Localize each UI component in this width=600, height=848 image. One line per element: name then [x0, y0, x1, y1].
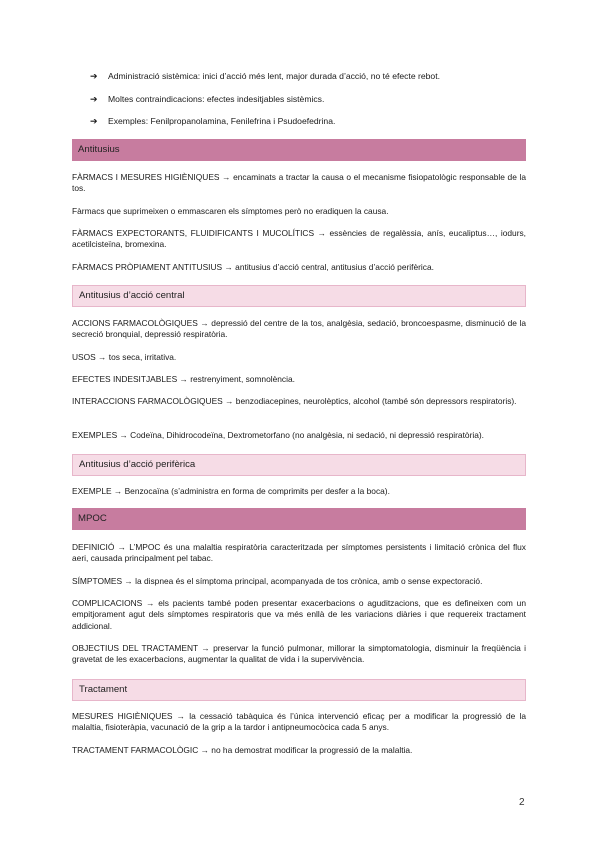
bullet-text: Administració sistèmica: inici d’acció més lent, major durada d’acció, no té efecte rebot. [108, 71, 440, 81]
paragraph: USOS → tos seca, irritativa. [72, 352, 177, 362]
paragraph: MESURES HIGIÈNIQUES → la cessació tabàquica és l’única intervenció eficaç per a modificar la progressió de la malaltia, fisioteràpia, vacunació de la grip a la tardor i antipneumocòcica cada 5 anys. [72, 711, 526, 733]
paragraph: INTERACCIONS FARMACOLÒGIQUES → benzodiacepines, neurolèptics, alcohol (també són depressors respiratoris). [72, 396, 517, 406]
arrow-icon: ➔ [90, 71, 98, 81]
page-number: 2 [519, 797, 525, 808]
paragraph: EXEMPLE → Benzocaïna (s’administra en forma de comprimits per desfer a la boca). [72, 486, 390, 496]
list-item [90, 70, 540, 82]
section-header-mpoc: MPOC [72, 508, 526, 530]
bullet-list [90, 70, 540, 138]
paragraph: SÍMPTOMES → la dispnea és el símptoma principal, acompanyada de tos crònica, amb o sense expectoració. [72, 576, 483, 586]
paragraph: COMPLICACIONS → els pacients també poden presentar exacerbacions o aguditzacions, que es defineixen com un empitjorament agut dels símptomes respiratoris que va més enllà de les variacions diàries i que requereix tractament addicional. [72, 598, 526, 631]
paragraph: EXEMPLES → Codeïna, Dihidrocodeïna, Dextrometorfano (no analgèsia, ni sedació, ni depressió respiratòria). [72, 430, 484, 440]
paragraph: OBJECTIUS DEL TRACTAMENT → preservar la funció pulmonar, millorar la simptomatologia, disminuir la freqüència i gravetat de les exacerbacions, augmentar la qualitat de vida i la supervivència. [72, 643, 526, 665]
paragraph: TRACTAMENT FARMACOLÒGIC → no ha demostrat modificar la progressió de la malaltia. [72, 745, 413, 755]
paragraph: FÀRMACS I MESURES HIGIÈNIQUES → encaminats a tractar la causa o el mecanisme fisiopatològic responsable de la tos. [72, 172, 526, 194]
bullet-text: Exemples: Fenilpropanolamina, Fenilefrina i Psudoefedrina. [108, 116, 336, 126]
paragraph: ACCIONS FARMACOLÒGIQUES → depressió del centre de la tos, analgèsia, sedació, broncoespasme, disminució de la secreció bronquial, depressió respiratòria. [72, 318, 526, 340]
arrow-icon: ➔ [90, 116, 98, 126]
section-header-periferica: Antitusius d’acció perifèrica [72, 454, 526, 476]
paragraph: DEFINICIÓ → L’MPOC és una malaltia respiratòria caracteritzada per símptomes persistents i limitació crònica del flux aeri, causada principalment pel tabac. [72, 542, 526, 564]
paragraph: EFECTES INDESITJABLES → restrenyiment, somnolència. [72, 374, 295, 384]
section-header-central: Antitusius d’acció central [72, 285, 526, 307]
list-item [90, 93, 540, 105]
paragraph: FÀRMACS EXPECTORANTS, FLUIDIFICANTS I MUCOLÍTICS → essències de regalèssia, anís, eucaliptus…, iodurs, acetilcisteïna, bromexina. [72, 228, 526, 250]
section-header-antitusius: Antitusius [72, 139, 526, 161]
list-item [90, 115, 540, 127]
paragraph: Fàrmacs que suprimeixen o emmascaren els símptomes però no eradiquen la causa. [72, 206, 389, 216]
arrow-icon: ➔ [90, 93, 98, 104]
section-header-tractament: Tractament [72, 679, 526, 701]
bullet-text: Moltes contraindicacions: efectes indesitjables sistèmics. [108, 93, 325, 104]
paragraph: FÀRMACS PRÒPIAMENT ANTITUSIUS → antitusius d’acció central, antitusius d’acció perifèrica. [72, 262, 434, 272]
